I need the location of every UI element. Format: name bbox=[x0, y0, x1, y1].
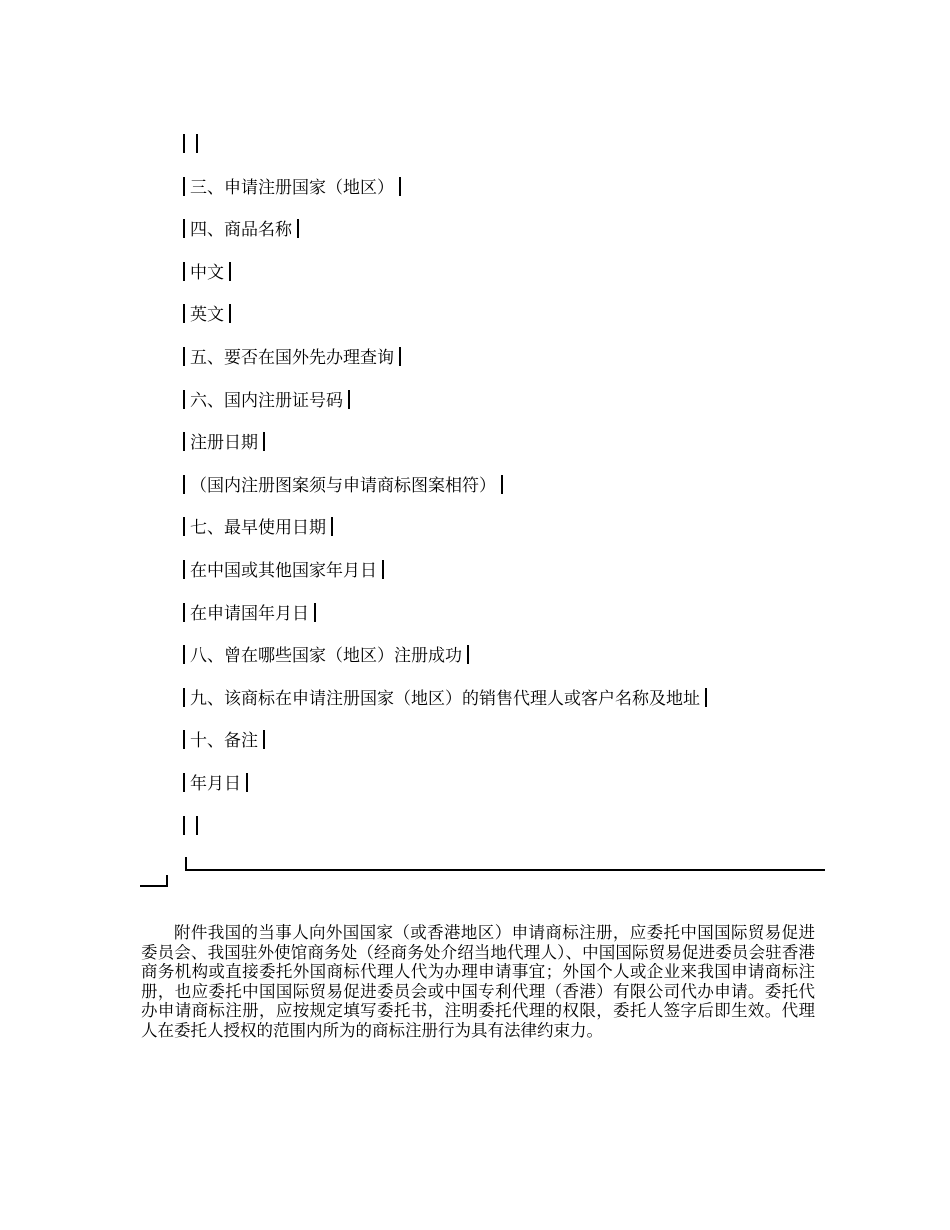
form-row-design-note bbox=[183, 472, 823, 515]
row-right-border bbox=[467, 645, 469, 664]
row-right-border bbox=[399, 177, 401, 196]
row-right-border bbox=[246, 773, 248, 792]
row-label: 八、曾在哪些国家（地区）注册成功 bbox=[190, 646, 462, 667]
row-right-border bbox=[297, 219, 299, 238]
form-row-use-in-application-country bbox=[183, 600, 823, 643]
row-right-border bbox=[501, 475, 503, 494]
form-row-remarks bbox=[183, 727, 823, 770]
form-row-domestic-cert-number bbox=[183, 387, 823, 430]
row-right-border bbox=[331, 517, 333, 536]
row-right-border bbox=[263, 432, 265, 451]
form-table bbox=[183, 131, 823, 855]
form-row-blank-top bbox=[183, 131, 823, 174]
form-row-registration-date bbox=[183, 429, 823, 472]
row-right-border bbox=[314, 603, 316, 622]
row-label: 注册日期 bbox=[190, 433, 258, 454]
row-label: 九、该商标在申请注册国家（地区）的销售代理人或客户名称及地址 bbox=[190, 688, 700, 709]
row-label: 四、商品名称 bbox=[190, 220, 292, 241]
row-label: （国内注册图案须与申请商标图案相符） bbox=[190, 475, 496, 496]
row-left-border bbox=[183, 134, 185, 153]
row-right-border bbox=[229, 304, 231, 323]
row-label: 在中国或其他国家年月日 bbox=[190, 560, 377, 581]
form-row-english bbox=[183, 301, 823, 344]
row-right-border bbox=[348, 390, 350, 409]
form-row-date bbox=[183, 770, 823, 813]
form-row-blank-bottom bbox=[183, 813, 823, 856]
row-right-border bbox=[399, 347, 401, 366]
appendix-paragraph: 附件我国的当事人向外国国家（或香港地区）申请商标注册，应委托中国国际贸易促进委员会、我国驻外使馆商务处（经商务处介绍当地代理人）、中国国际贸易促进委员会驻香港商务机构或直接委托外国商标代理人代为办理申请事宜；外国个人或企业来我国申请商标注册，也应委托中国国际贸易促进委员会或中国专利代理（香港）有限公司代办申请。委托代办申请商标注册，应按规定填写委托书，注明委托代理的权限，委托人签字后即生效。代理人在委托人授权的范围内所为的商标注册行为具有法律约束力。 bbox=[141, 923, 815, 1040]
form-row-foreign-search bbox=[183, 344, 823, 387]
row-right-border bbox=[196, 134, 198, 153]
row-right-border bbox=[382, 560, 384, 579]
row-label: 十、备注 bbox=[190, 731, 258, 752]
form-row-application-country bbox=[183, 174, 823, 217]
form-row-earliest-use-date bbox=[183, 514, 823, 557]
row-label: 七、最早使用日期 bbox=[190, 518, 326, 539]
form-row-goods-name bbox=[183, 216, 823, 259]
row-right-border bbox=[229, 262, 231, 281]
row-label: 英文 bbox=[190, 305, 224, 326]
row-label: 三、申请注册国家（地区） bbox=[190, 177, 394, 198]
border-corner-right bbox=[166, 875, 168, 887]
form-row-registered-countries bbox=[183, 642, 823, 685]
form-row-use-in-china-other bbox=[183, 557, 823, 600]
form-row-sales-agent bbox=[183, 685, 823, 728]
row-left-border bbox=[183, 816, 185, 835]
border-bottom-line bbox=[185, 869, 825, 871]
row-right-border bbox=[263, 730, 265, 749]
row-right-border bbox=[196, 816, 198, 835]
row-label: 在申请国年月日 bbox=[190, 603, 309, 624]
row-label: 五、要否在国外先办理查询 bbox=[190, 347, 394, 368]
row-label: 年月日 bbox=[190, 773, 241, 794]
row-label: 中文 bbox=[190, 262, 224, 283]
form-row-chinese bbox=[183, 259, 823, 302]
row-label: 六、国内注册证号码 bbox=[190, 390, 343, 411]
form-bottom-border bbox=[140, 853, 820, 893]
row-right-border bbox=[705, 688, 707, 707]
border-bottom-line-wrap bbox=[140, 885, 166, 887]
